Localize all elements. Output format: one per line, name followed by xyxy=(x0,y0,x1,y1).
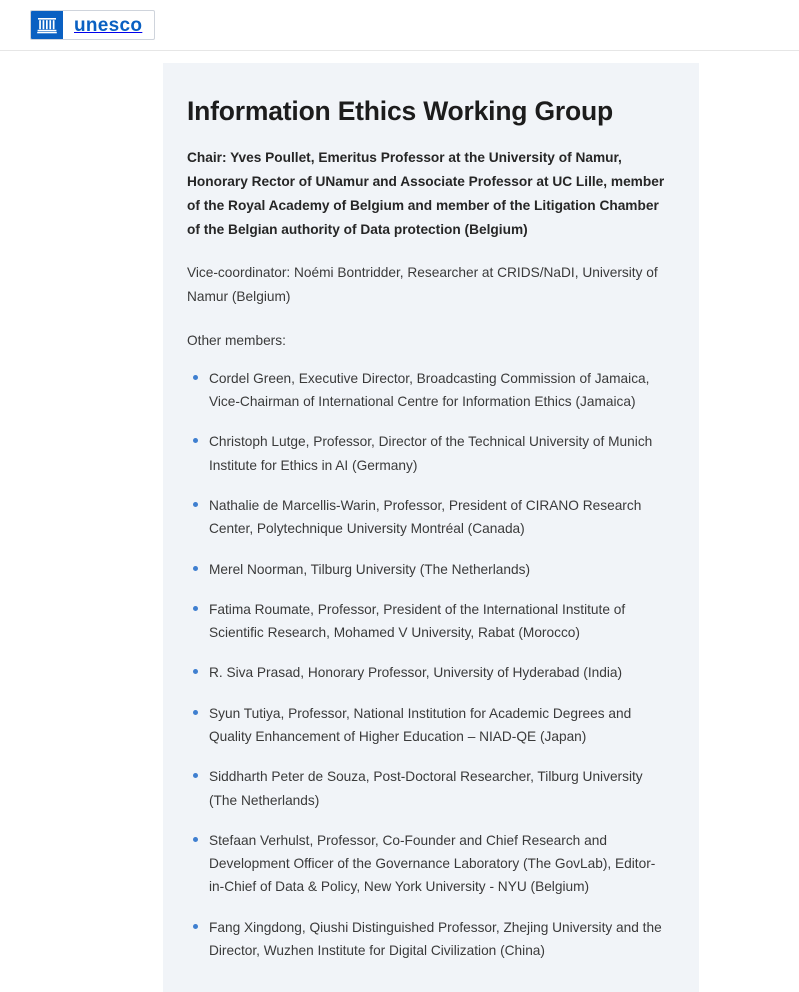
unesco-logo-text: unesco xyxy=(74,14,143,36)
other-members-label: Other members: xyxy=(187,333,286,349)
list-item xyxy=(193,661,669,684)
vice-coordinator-paragraph: Vice-coordinator: Noémi Bontridder, Researcher at CRIDS/NaDI, University of Namur (Belgium) xyxy=(187,265,658,305)
chair-paragraph: Chair: Yves Poullet, Emeritus Professor at the University of Namur, Honorary Rector of UNamur and Associate Professor at UC Lille, member of the Royal Academy of Belgium and member of the Litigation Chamber of the Belgian authority of Data protection (Belgium) xyxy=(187,150,665,237)
member-name: Fang Xingdong, Qiushi Distinguished Professor, Zhejing University and the Director, Wuzhen Institute for Digital Civilization (China) xyxy=(209,919,662,958)
unesco-temple-icon xyxy=(31,11,63,39)
list-item xyxy=(193,765,669,812)
list-item xyxy=(193,702,669,749)
member-name: Syun Tutiya, Professor, National Institution for Academic Degrees and Quality Enhancement of Higher Education – NIAD-QE (Japan) xyxy=(209,705,632,745)
member-name: Merel Noorman, Tilburg University (The Netherlands) xyxy=(209,561,531,577)
member-name: Fatima Roumate, Professor, President of the International Institute of Scientific Research, Mohamed V University, Rabat (Morocco) xyxy=(209,601,626,641)
unesco-logo-link[interactable] xyxy=(30,10,155,40)
member-name: R. Siva Prasad, Honorary Professor, University of Hyderabad (India) xyxy=(209,665,623,681)
member-name: Cordel Green, Executive Director, Broadcasting Commission of Jamaica, Vice-Chairman of International Centre for Information Ethics (Jamaica) xyxy=(209,370,650,410)
list-item xyxy=(193,598,669,645)
list-item xyxy=(193,829,669,899)
list-item xyxy=(193,916,669,963)
member-name: Christoph Lutge, Professor, Director of the Technical University of Munich Institute for Ethics in AI (Germany) xyxy=(209,434,653,473)
member-name: Stefaan Verhulst, Professor, Co-Founder and Chief Research and Development Officer of the Governance Laboratory (The GovLab), Editor-in-Chief of Data & Policy, New York University - NYU (Belgium) xyxy=(209,832,656,895)
list-item xyxy=(193,430,669,477)
site-header xyxy=(0,0,799,51)
list-item xyxy=(193,494,669,541)
page-body xyxy=(0,51,799,992)
member-name: Nathalie de Marcellis-Warin, Professor, President of CIRANO Research Center, Polytechnique University Montréal (Canada) xyxy=(209,498,642,537)
member-name: Siddharth Peter de Souza, Post-Doctoral Researcher, Tilburg University (The Netherlands) xyxy=(209,769,643,808)
list-item xyxy=(193,367,669,414)
page-title: Information Ethics Working Group xyxy=(187,96,613,126)
member-list xyxy=(187,367,669,962)
list-item xyxy=(193,558,669,581)
content-card xyxy=(163,63,699,992)
